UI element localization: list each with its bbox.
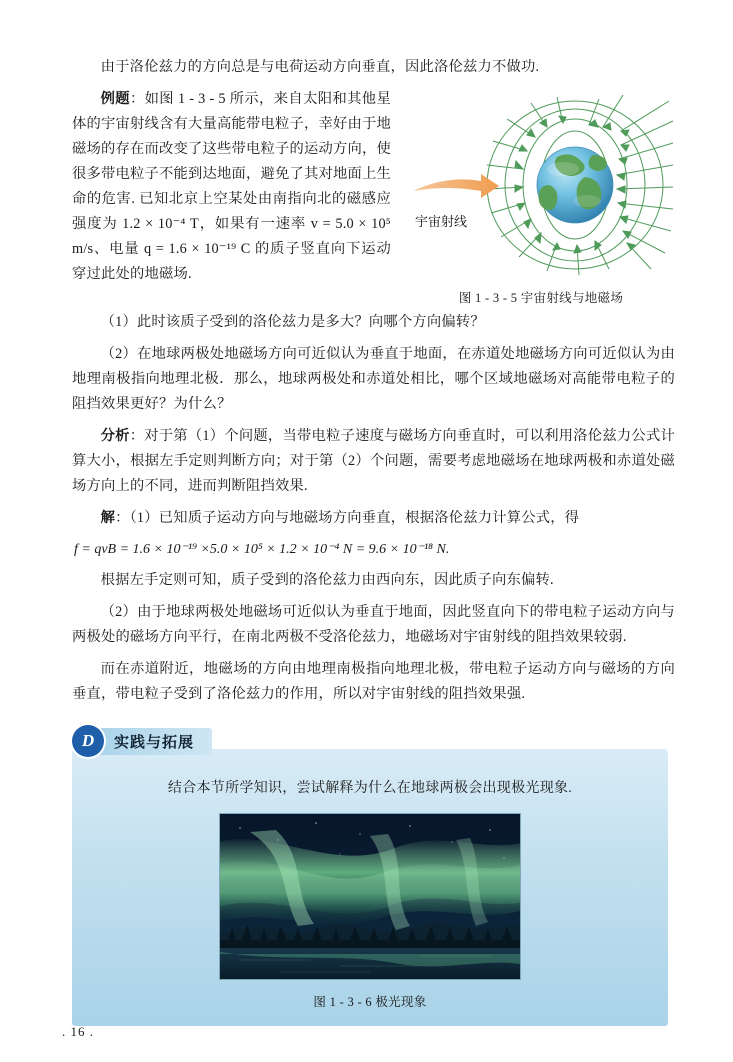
- solution-paragraph: [72, 506, 675, 531]
- page-number: . 16 .: [62, 1024, 94, 1039]
- figure-cosmic-rays: [407, 93, 675, 306]
- example-text: ：如图 1 - 3 - 5 所示，来自太阳和其他星体的宇宙射线含有大量高能带电粒子，幸好由于地磁场的存在而改变了这些带电粒子的运动方向，使很多带电粒子不能到达地面，避免了其对地面上生命的危害. 已知北京上空某处由南指向北的磁感应强度为 1.2 × 10⁻⁴ T，如果有一速率 v = 5.0 × 10⁵ m/s、电量 q = 1.6 × 10⁻¹⁹ C 的质子竖直向下运动穿过此处的地磁场.: [72, 91, 391, 282]
- analysis-paragraph: [72, 424, 675, 499]
- practice-question: 结合本节所学知识，尝试解释为什么在地球两极会出现极光现象.: [167, 781, 573, 796]
- solution-text: ：（1）已知质子运动方向与地磁场方向垂直，根据洛伦兹力计算公式，得: [115, 510, 580, 526]
- practice-body: [72, 749, 668, 1026]
- cosmic-ray-arrow: [413, 174, 499, 198]
- example-label: 例题: [100, 91, 130, 107]
- intro-paragraph: 由于洛伦兹力的方向总是与电荷运动方向垂直，因此洛伦兹力不做功.: [100, 59, 540, 75]
- solution-after: 根据左手定则可知，质子受到的洛伦兹力由西向东，因此质子向东偏转.: [100, 572, 554, 588]
- analysis-label: 分析: [100, 428, 130, 444]
- practice-header: [72, 725, 668, 757]
- solution-part-2: （2）由于地球两极处地磁场可近似认为垂直于地面，因此竖直向下的带电粒子运动方向与两极处的磁场方向平行，在南北两极不受洛伦兹力，地磁场对宇宙射线的阻挡效果较弱.: [72, 604, 675, 645]
- solution-label: 解: [100, 510, 116, 526]
- lorentz-force-formula: f = qvB = 1.6 × 10⁻¹⁹ ×5.0 × 10⁵ × 1.2 × 10⁻⁴ N = 9.6 × 10⁻¹⁸ N.: [74, 542, 450, 557]
- figure1-caption: 图 1 - 3 - 5 宇宙射线与地磁场: [458, 291, 624, 305]
- question-1: （1）此时该质子受到的洛伦兹力是多大？向哪个方向偏转？: [100, 314, 485, 330]
- question-2: （2）在地球两极处地磁场方向可近似认为垂直于地面，在赤道处地磁场方向可近似认为由地理南极指向地理北极．那么，地球两极处和赤道处相比，哪个区域地磁场对高能带电粒子的阻挡效果更好？为什么？: [72, 346, 675, 412]
- aurora-svg: [220, 814, 520, 979]
- solution-part-3: 而在赤道附近，地磁场的方向由地理南极指向地理北极，带电粒子运动方向与磁场的方向垂直，带电粒子受到了洛伦兹力的作用，所以对宇宙射线的阻挡效果强.: [72, 661, 675, 702]
- aurora-photo: [219, 813, 521, 980]
- figure2-caption: 图 1 - 3 - 6 极光现象: [313, 995, 427, 1009]
- practice-badge-icon: D: [72, 725, 104, 757]
- cosmic-ray-label: 宇宙射线: [415, 214, 468, 229]
- practice-section: [72, 725, 668, 1026]
- earth-magnetic-field-illustration: [407, 93, 675, 278]
- earth-field-svg: [407, 93, 675, 278]
- analysis-text: ：对于第（1）个问题，当带电粒子速度与磁场方向垂直时，可以利用洛伦兹力公式计算大小，根据左手定则判断方向；对于第（2）个问题，需要考虑地磁场在地球两极和赤道处磁场方向上的不同，进而判断阻挡效果.: [72, 428, 676, 494]
- practice-title: 实践与拓展: [92, 728, 212, 755]
